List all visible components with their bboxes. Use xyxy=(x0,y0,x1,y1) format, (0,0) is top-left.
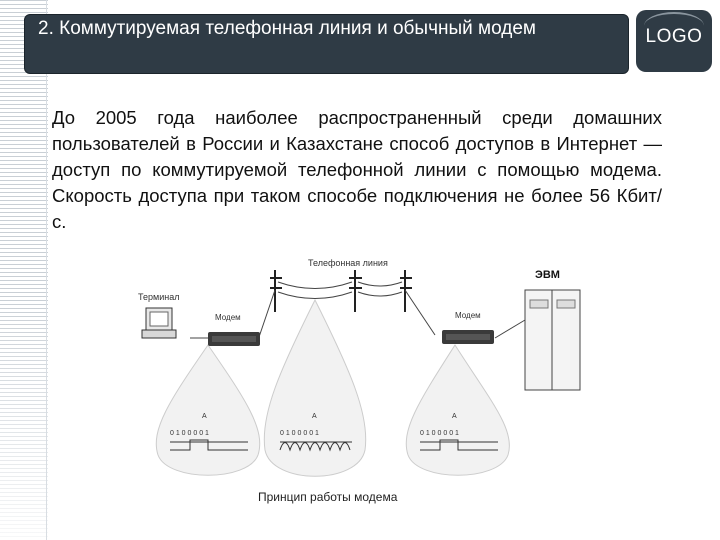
phone-line-label: Телефонная линия xyxy=(308,258,388,268)
signal-right-letter: A xyxy=(452,413,457,420)
signal-cone-middle xyxy=(264,300,366,476)
logo-text: LOGO xyxy=(645,26,703,47)
modem-right-label: Модем xyxy=(455,311,481,320)
signal-middle-letter: A xyxy=(312,413,317,420)
signal-left-letter: A xyxy=(202,413,207,420)
signal-right-bits: 0 1 0 0 0 0 1 xyxy=(420,430,459,437)
modem-left-icon xyxy=(208,332,260,346)
telephone-poles xyxy=(270,270,412,312)
divider-line xyxy=(46,0,47,540)
diagram-caption: Принцип работы модема xyxy=(258,490,398,504)
terminal-icon xyxy=(142,308,176,338)
computer-icon xyxy=(525,290,580,390)
signal-middle-bits: 0 1 0 0 0 0 1 xyxy=(280,430,319,437)
signal-left-bits: 0 1 0 0 0 0 1 xyxy=(170,430,209,437)
modem-diagram xyxy=(130,250,590,510)
signal-cone-left xyxy=(156,345,259,475)
stripes-fade xyxy=(0,300,48,540)
modem-right-icon xyxy=(442,330,494,344)
slide-title: 2. Коммутируемая телефонная линия и обычный модем xyxy=(38,18,536,39)
body-paragraph: До 2005 года наиболее распространенный среди домашних пользователей в России и Казахстане способ доступов в Интернет — доступ по коммутируемой телефонной линии с помощью модема. Скорость доступа при таком способе подключения не более 56 Кбит/с. xyxy=(52,107,662,232)
computer-label: ЭВМ xyxy=(535,269,560,281)
modem-left-label: Модем xyxy=(215,313,241,322)
signal-cone-right xyxy=(406,345,509,475)
terminal-label: Терминал xyxy=(138,292,180,302)
